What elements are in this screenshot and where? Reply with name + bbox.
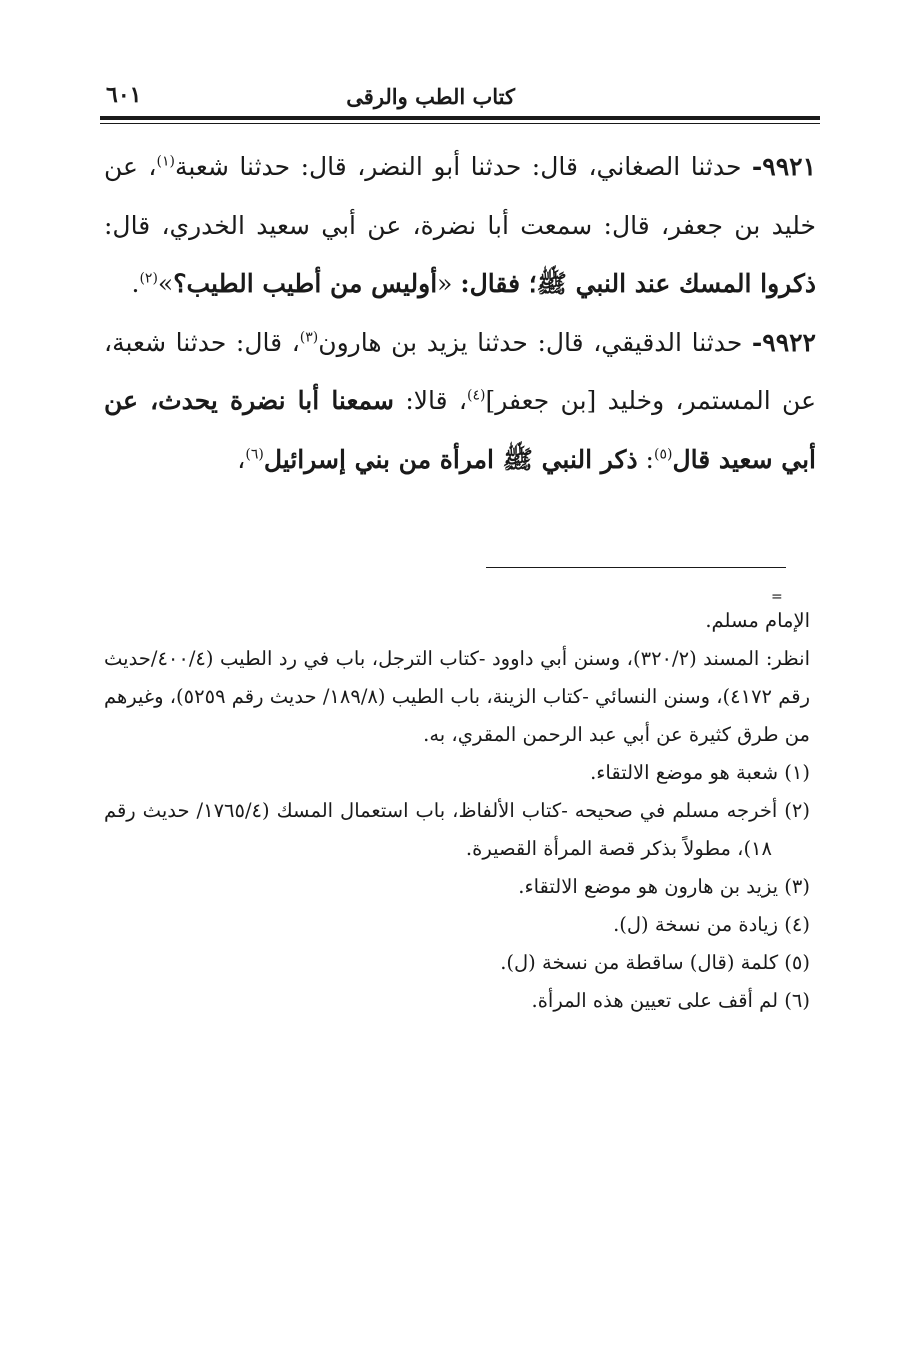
hadith-text: حدثنا الدقيقي، قال: حدثنا يزيد بن هارون xyxy=(318,327,752,357)
hadith-text: حدثنا الصغاني، قال: حدثنا أبو النضر، قال: حدثنا شعبة xyxy=(174,152,752,181)
hadith-matn: ذكر النبي ﷺ امرأة من بني إسرائيل xyxy=(263,444,638,474)
footnote-ref: (٥) xyxy=(653,446,673,463)
hadith-matn: سمعنا أبا نضرة يحدث، عن أبي سعيد قال xyxy=(104,386,816,474)
hadith-number: ٩٩٢٢- xyxy=(751,327,816,357)
header-rule-thin xyxy=(100,123,820,124)
footnote-6: (٦) لم أقف على تعيين هذه المرأة. xyxy=(531,989,810,1012)
footnote-3: (٣) يزيد بن هارون هو موضع الالتقاء. xyxy=(518,875,810,898)
quote-close: » xyxy=(157,269,174,298)
footnote-continuation xyxy=(104,602,810,754)
footnote-cont-line: الإمام مسلم. xyxy=(705,609,810,632)
footnote-separator xyxy=(486,567,786,568)
footnote-1: (١) شعبة هو موضع الالتقاء. xyxy=(590,761,810,784)
quote-open: « xyxy=(437,269,461,298)
footnote-5: (٥) كلمة (قال) ساقطة من نسخة (ل). xyxy=(500,951,810,974)
hadith-matn: أوليس من أطيب الطيب؟ xyxy=(173,269,438,298)
footnote-2: (٢) أخرجه مسلم في صحيحه -كتاب الألفاظ، باب استعمال المسك (١٧٦٥/٤/ حديث رقم ١٨)، مطولاً بذكر قصة المرأة القصيرة. xyxy=(104,799,810,860)
footnote-ref: (٤) xyxy=(467,387,486,404)
hadith-text: ، قال: حدثنا شعبة، عن المستمر، وخليد [بن جعفر] xyxy=(104,327,816,415)
main-text xyxy=(104,138,816,489)
hadith-text: ، xyxy=(237,444,246,474)
footnote-cont-text: انظر: المسند (٣٢٠/٢)، وسنن أبي داوود -كتاب الترجل، باب في رد الطيب (٤٠٠/٤/حديث رقم ٤١٧٢)، وسنن النسائي -كتاب الزينة، باب الطيب (١٨٩/٨/ حديث رقم ٥٢٥٩)، وغيرهم من طرق كثيرة عن أبي عبد الرحمن المقري، به. xyxy=(104,647,810,746)
running-header xyxy=(100,78,820,118)
footnote-ref: (٢) xyxy=(139,270,158,287)
page-number: ٦٠١ xyxy=(106,82,142,108)
hadith-text: ، قالا: xyxy=(393,386,468,415)
hadith-matn: ذكروا المسك عند النبي ﷺ؛ فقال: xyxy=(460,269,816,298)
footnote-ref: (٣) xyxy=(299,329,319,346)
footnote-ref: (٦) xyxy=(245,446,264,463)
footnote-4: (٤) زيادة من نسخة (ل). xyxy=(613,913,810,936)
hadith-9921 xyxy=(104,138,816,314)
footnote-ref: (١) xyxy=(156,153,175,170)
chapter-title: كتاب الطب والرقى xyxy=(346,84,515,109)
footnotes xyxy=(104,602,810,1020)
hadith-number: ٩٩٢١- xyxy=(751,152,816,181)
hadith-text: : xyxy=(637,444,654,474)
hadith-text: . xyxy=(131,269,140,298)
hadith-9922 xyxy=(104,314,816,490)
hadith-text: ، عن خليد بن جعفر، قال: سمعت أبا نضرة، عن أبي سعيد الخدري، قال: xyxy=(104,152,816,240)
header-rule-thick xyxy=(100,116,820,120)
continuation-mark: = xyxy=(771,589,783,605)
